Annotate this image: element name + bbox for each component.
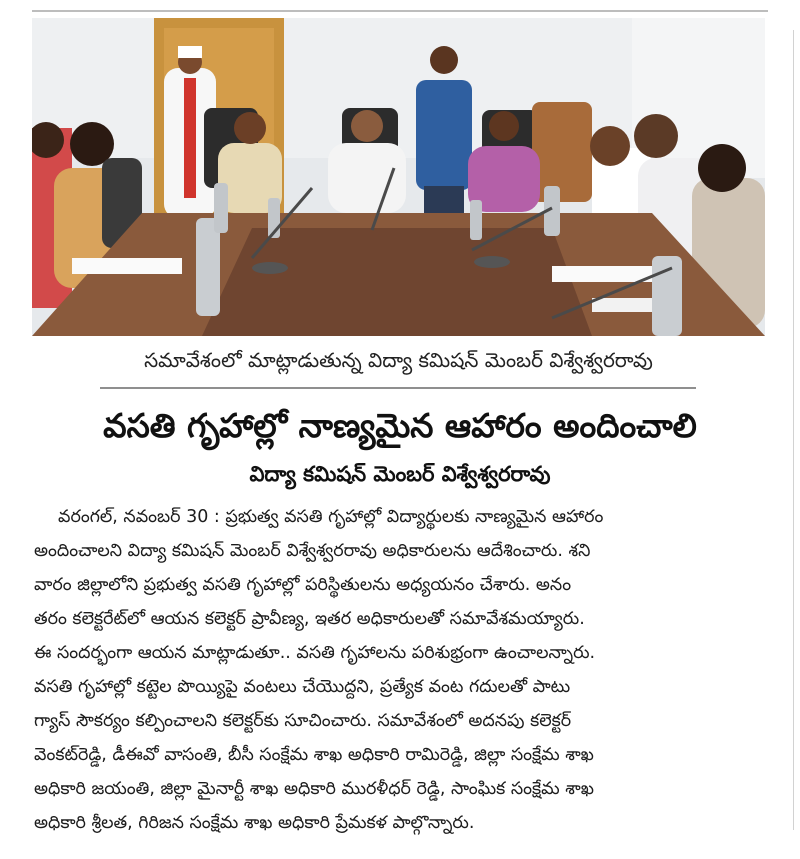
article-subheadline: విద్యా కమిషన్ మెంబర్ విశ్వేశ్వరరావు <box>249 462 551 486</box>
meeting-photo <box>32 18 765 336</box>
caption-divider <box>100 387 696 389</box>
body-line: తరం కలెక్టరేట్‌లో ఆయన కలెక్టర్ ప్రావీణ్య, ఇతర అధికారులతో సమావేశమయ్యారు. <box>34 609 585 629</box>
body-line: గ్యాస్ సౌకర్యం కల్పించాలని కలెక్టర్‌కు సూచించారు. సమావేశంలో అదనపు కలెక్టర్ <box>34 711 572 731</box>
body-line: అందించాలని విద్యా కమిషన్ మెంబర్ విశ్వేశ్వరరావు అధికారులను ఆదేశించారు. శని <box>34 541 591 561</box>
body-line: వసతి గృహాల్లో కట్టెల పొయ్యిపై వంటలు చేయొద్దని, ప్రత్యేక వంట గదులతో పాటు <box>34 677 571 697</box>
article-body <box>34 500 764 840</box>
top-divider <box>32 10 768 12</box>
article-headline: వసతి గృహాల్లో నాణ్యమైన ఆహారం అందించాలి <box>103 406 697 445</box>
column-divider <box>793 30 794 830</box>
body-line: అధికారి జయంతి, జిల్లా మైనార్టీ శాఖ అధికారి మురళీధర్ రెడ్డి, సాంఘిక సంక్షేమ శాఖ <box>34 779 594 799</box>
photo-caption: సమావేశంలో మాట్లాడుతున్న విద్యా కమిషన్ మెంబర్ విశ్వేశ్వరరావు <box>144 348 653 372</box>
body-line: వరంగల్, నవంబర్ 30 : ప్రభుత్వ వసతి గృహాల్లో విద్యార్థులకు నాణ్యమైన ఆహారం <box>58 507 604 527</box>
body-line: వెంకట్‌రెడ్డి, డీఈవో వాసంతి, బీసీ సంక్షేమ శాఖ అధికారి రామిరెడ్డి, జిల్లా సంక్షేమ శాఖ <box>34 745 594 765</box>
body-line: ఈ సందర్భంగా ఆయన మాట్లాడుతూ.. వసతి గృహాలను పరిశుభ్రంగా ఉంచాలన్నారు. <box>34 643 596 663</box>
body-line: అధికారి శ్రీలత, గిరిజన సంక్షేమ శాఖ అధికారి ప్రేమకళ పాల్గొన్నారు. <box>34 813 475 833</box>
body-line: వారం జిల్లాలోని ప్రభుత్వ వసతి గృహాల్లో పరిస్థితులను అధ్యయనం చేశారు. అనం <box>34 575 572 595</box>
